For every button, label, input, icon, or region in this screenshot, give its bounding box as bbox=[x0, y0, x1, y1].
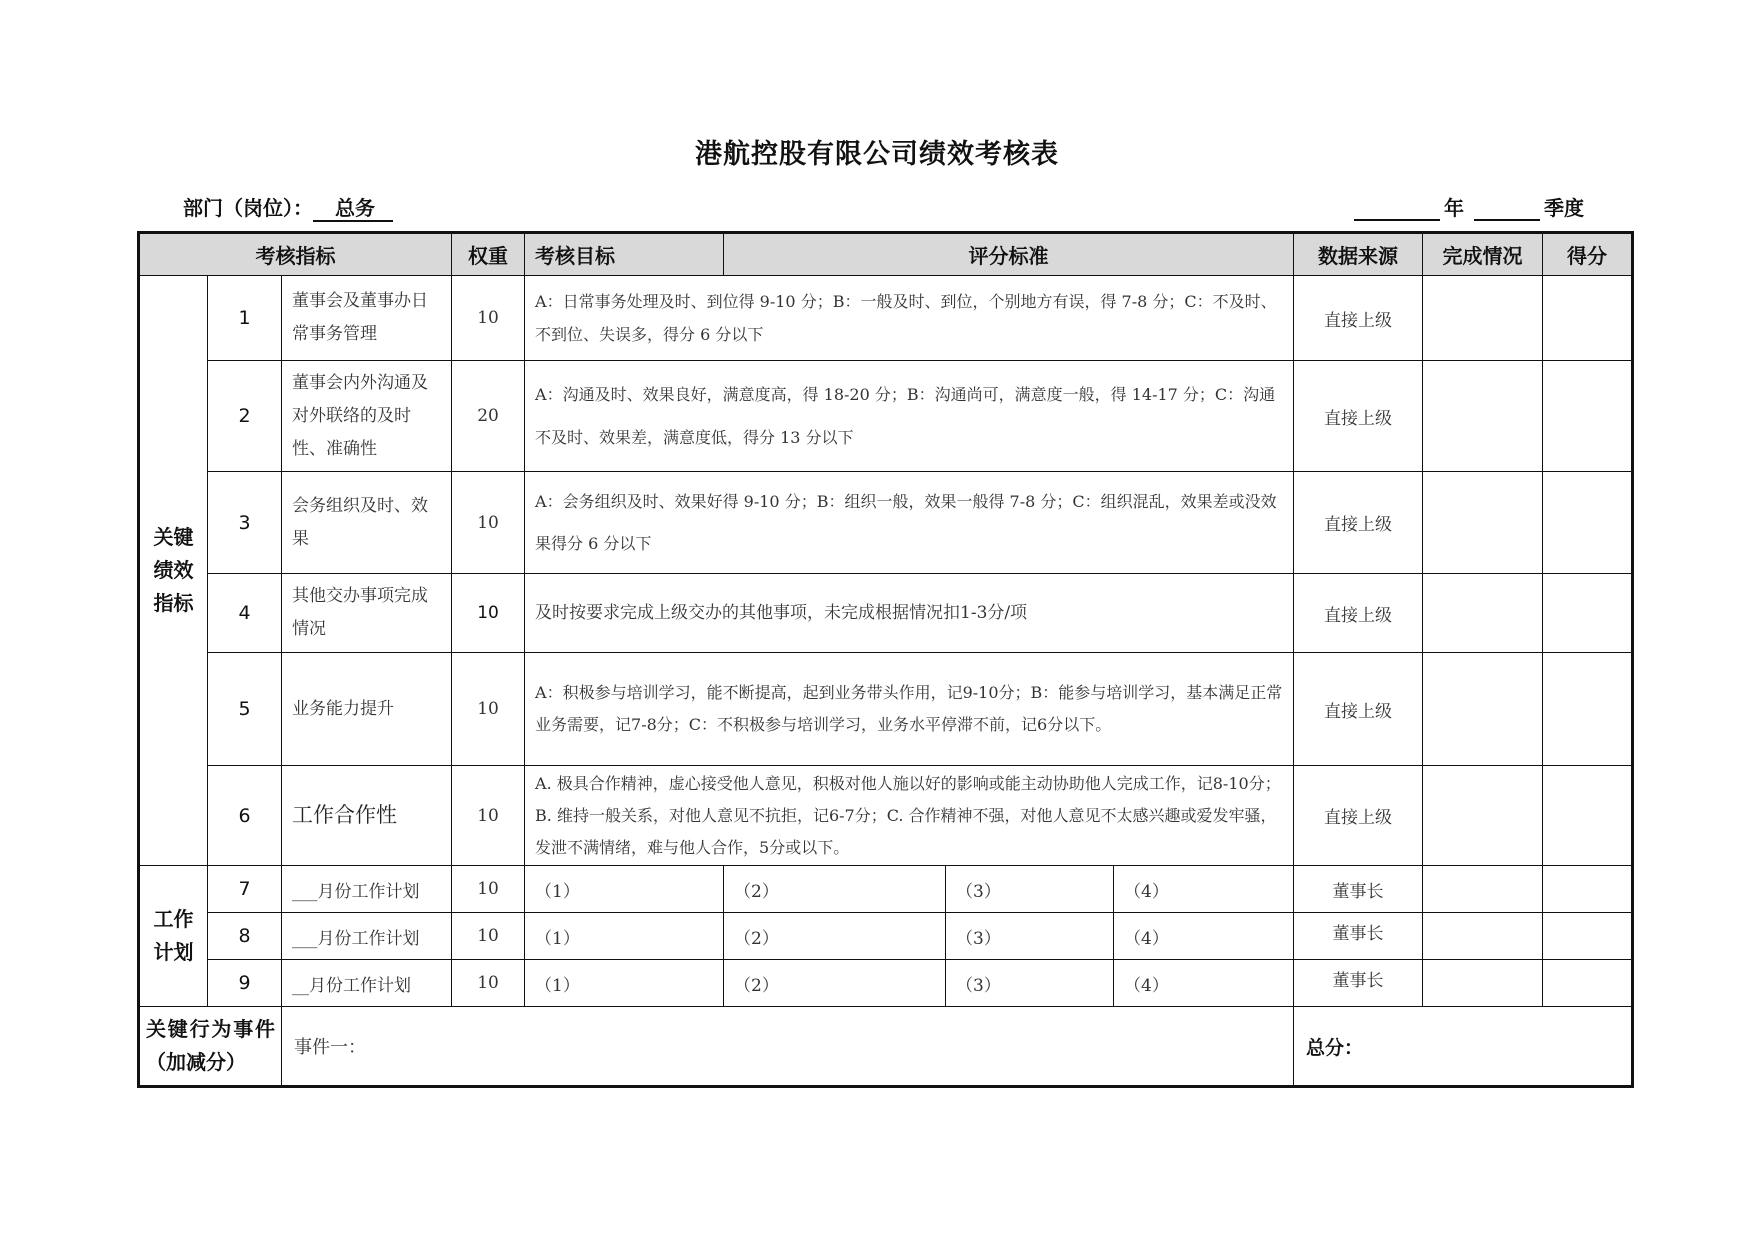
row-number: 1 bbox=[208, 276, 282, 361]
row-source: 直接上级 bbox=[1294, 361, 1423, 472]
row-number: 9 bbox=[208, 960, 282, 1007]
table-row bbox=[139, 276, 1633, 361]
row-weight: 10 bbox=[452, 653, 525, 766]
department-label: 部门（岗位）： bbox=[183, 196, 313, 220]
row-criteria: A：会务组织及时、效果好得 9-10 分；B：组织一般，效果一般得 7-8 分；C：组织混乱，效果差或没效果得分 6 分以下 bbox=[525, 472, 1294, 574]
row-weight: 10 bbox=[452, 913, 525, 960]
plan-item[interactable]: （3） bbox=[946, 960, 1114, 1007]
completion-cell[interactable] bbox=[1423, 361, 1543, 472]
key-behavior-row bbox=[139, 1007, 1633, 1087]
plan-item[interactable]: （2） bbox=[724, 866, 946, 913]
plan-item[interactable]: （3） bbox=[946, 913, 1114, 960]
row-number: 5 bbox=[208, 653, 282, 766]
row-number: 4 bbox=[208, 574, 282, 653]
key-behavior-label: 关键行为事件（加减分） bbox=[139, 1007, 282, 1087]
kpi-category bbox=[139, 276, 208, 866]
header-criteria: 评分标准 bbox=[724, 233, 1294, 276]
table-row bbox=[139, 913, 1633, 960]
row-criteria: A：沟通及时、效果良好，满意度高，得 18-20 分；B：沟通尚可，满意度一般，得 14-17 分；C：沟通不及时、效果差，满意度低，得分 13 分以下 bbox=[525, 361, 1294, 472]
total-score-field[interactable]: 总分： bbox=[1294, 1007, 1633, 1087]
row-goal: __月份工作计划 bbox=[282, 960, 452, 1007]
page-title: 港航控股有限公司绩效考核表 bbox=[695, 139, 1059, 170]
row-source: 董事长 bbox=[1294, 913, 1423, 960]
department-line bbox=[183, 192, 393, 222]
completion-cell[interactable] bbox=[1423, 574, 1543, 653]
completion-cell[interactable] bbox=[1423, 960, 1543, 1007]
plan-item[interactable]: （4） bbox=[1114, 913, 1294, 960]
plan-item[interactable]: （2） bbox=[724, 913, 946, 960]
score-cell[interactable] bbox=[1543, 766, 1633, 866]
row-source: 董事长 bbox=[1294, 866, 1423, 913]
row-goal: 工作合作性 bbox=[282, 766, 452, 866]
score-cell[interactable] bbox=[1543, 960, 1633, 1007]
row-source: 直接上级 bbox=[1294, 766, 1423, 866]
completion-cell[interactable] bbox=[1423, 766, 1543, 866]
row-criteria: A：日常事务处理及时、到位得 9-10 分；B：一般及时、到位，个别地方有误，得 7-8 分；C：不及时、不到位、失误多，得分 6 分以下 bbox=[525, 276, 1294, 361]
row-goal: ___月份工作计划 bbox=[282, 866, 452, 913]
header-score: 得分 bbox=[1543, 233, 1633, 276]
row-weight: 10 bbox=[452, 574, 525, 653]
header-row bbox=[139, 233, 1633, 276]
table-row bbox=[139, 866, 1633, 913]
plan-item[interactable]: （1） bbox=[525, 913, 724, 960]
year-label: 年 bbox=[1444, 196, 1464, 220]
plan-category-label: 工作计划 bbox=[153, 907, 194, 964]
row-source: 直接上级 bbox=[1294, 472, 1423, 574]
row-weight: 10 bbox=[452, 472, 525, 574]
table-row bbox=[139, 766, 1633, 866]
row-number: 7 bbox=[208, 866, 282, 913]
completion-cell[interactable] bbox=[1423, 913, 1543, 960]
plan-item[interactable]: （1） bbox=[525, 960, 724, 1007]
completion-cell[interactable] bbox=[1423, 653, 1543, 766]
table-row bbox=[139, 653, 1633, 766]
row-goal: 董事会内外沟通及对外联络的及时性、准确性 bbox=[282, 361, 452, 472]
header-source: 数据来源 bbox=[1294, 233, 1423, 276]
table-row bbox=[139, 574, 1633, 653]
row-goal: 董事会及董事办日常事务管理 bbox=[282, 276, 452, 361]
completion-cell[interactable] bbox=[1423, 866, 1543, 913]
row-goal: 业务能力提升 bbox=[282, 653, 452, 766]
quarter-label: 季度 bbox=[1544, 196, 1584, 220]
row-source: 直接上级 bbox=[1294, 276, 1423, 361]
header-goal: 考核目标 bbox=[525, 233, 724, 276]
period-line bbox=[1354, 192, 1584, 221]
header-indicator: 考核指标 bbox=[139, 233, 452, 276]
score-cell[interactable] bbox=[1543, 276, 1633, 361]
row-criteria: 及时按要求完成上级交办的其他事项，未完成根据情况扣1-3分/项 bbox=[525, 574, 1294, 653]
plan-item[interactable]: （1） bbox=[525, 866, 724, 913]
plan-item[interactable]: （4） bbox=[1114, 960, 1294, 1007]
table-row bbox=[139, 361, 1633, 472]
row-goal: 会务组织及时、效果 bbox=[282, 472, 452, 574]
row-goal: ___月份工作计划 bbox=[282, 913, 452, 960]
score-cell[interactable] bbox=[1543, 574, 1633, 653]
row-source: 董事长 bbox=[1294, 960, 1423, 1007]
event-one-field[interactable]: 事件一： bbox=[282, 1007, 1294, 1087]
row-number: 2 bbox=[208, 361, 282, 472]
header-weight: 权重 bbox=[452, 233, 525, 276]
quarter-blank[interactable] bbox=[1474, 197, 1540, 221]
row-weight: 20 bbox=[452, 361, 525, 472]
row-weight: 10 bbox=[452, 766, 525, 866]
kpi-category-label: 关键绩效指标 bbox=[153, 525, 194, 615]
row-number: 8 bbox=[208, 913, 282, 960]
row-source: 直接上级 bbox=[1294, 653, 1423, 766]
score-cell[interactable] bbox=[1543, 653, 1633, 766]
row-weight: 10 bbox=[452, 866, 525, 913]
row-number: 6 bbox=[208, 766, 282, 866]
header-completion: 完成情况 bbox=[1423, 233, 1543, 276]
department-value[interactable]: 总务 bbox=[313, 196, 393, 222]
table-row bbox=[139, 472, 1633, 574]
plan-category bbox=[139, 866, 208, 1007]
completion-cell[interactable] bbox=[1423, 276, 1543, 361]
score-cell[interactable] bbox=[1543, 913, 1633, 960]
row-weight: 10 bbox=[452, 960, 525, 1007]
row-number: 3 bbox=[208, 472, 282, 574]
row-criteria: A. 极具合作精神，虚心接受他人意见，积极对他人施以好的影响或能主动协助他人完成工作，记8-10分；B. 维持一般关系，对他人意见不抗拒，记6-7分；C. 合作精神不强，对他人意见不太感兴趣或爱发牢骚，发泄不满情绪，难与他人合作，5分或以下。 bbox=[525, 766, 1294, 866]
completion-cell[interactable] bbox=[1423, 472, 1543, 574]
assessment-table bbox=[137, 231, 1634, 1088]
row-goal: 其他交办事项完成情况 bbox=[282, 574, 452, 653]
row-source: 直接上级 bbox=[1294, 574, 1423, 653]
row-weight: 10 bbox=[452, 276, 525, 361]
year-blank[interactable] bbox=[1354, 197, 1440, 221]
plan-item[interactable]: （3） bbox=[946, 866, 1114, 913]
plan-item[interactable]: （4） bbox=[1114, 866, 1294, 913]
table-row bbox=[139, 960, 1633, 1007]
score-cell[interactable] bbox=[1543, 472, 1633, 574]
score-cell[interactable] bbox=[1543, 866, 1633, 913]
plan-item[interactable]: （2） bbox=[724, 960, 946, 1007]
row-criteria: A：积极参与培训学习，能不断提高，起到业务带头作用，记9-10分；B：能参与培训学习，基本满足正常业务需要，记7-8分；C：不积极参与培训学习，业务水平停滞不前，记6分以下。 bbox=[525, 653, 1294, 766]
score-cell[interactable] bbox=[1543, 361, 1633, 472]
